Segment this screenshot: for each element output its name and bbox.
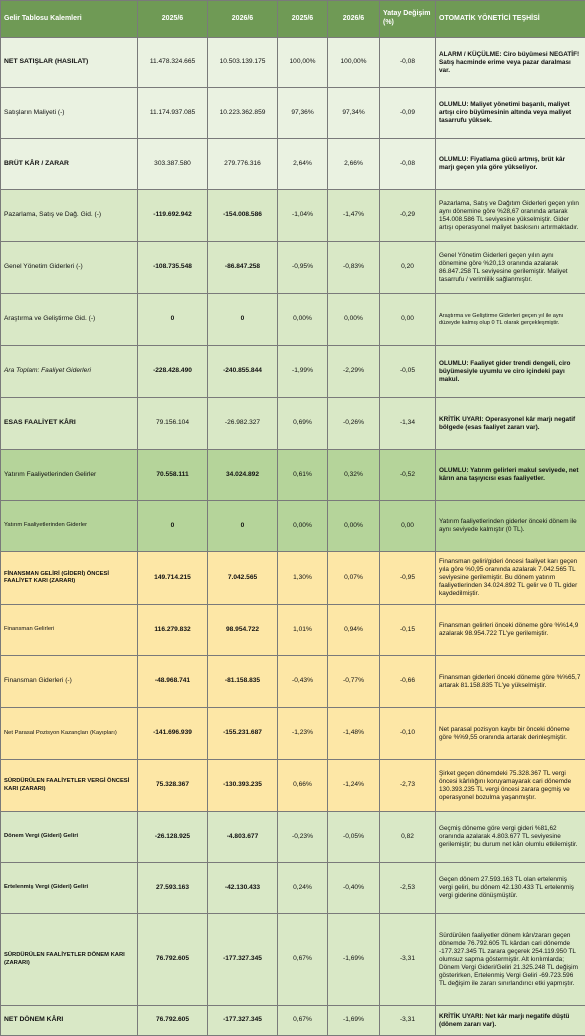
table-row	[1, 812, 585, 863]
table-row	[1, 501, 585, 552]
cell-ratio-2026: -1,47%	[328, 190, 380, 242]
table-row	[1, 760, 585, 812]
cell-ratio-2026: 0,32%	[328, 450, 380, 501]
table-row	[1, 242, 585, 294]
row-label: SÜRDÜRÜLEN FAALİYETLER VERGİ ÖNCESİ KARI (ZARARI)	[1, 760, 138, 812]
cell-value-2025: 116.279.832	[138, 605, 208, 656]
cell-value-2025: 27.593.163	[138, 863, 208, 914]
cell-value-2026: -154.008.586	[208, 190, 278, 242]
cell-value-2026: -26.982.327	[208, 398, 278, 450]
header-period-1: 2025/6	[138, 1, 208, 38]
cell-comment: Sürdürülen faaliyetler dönem kârı/zararı geçen dönemde 76.792.605 TL kârdan cari dönemde -177.327.345 TL zarara geçerek 254.119.950 TL olumsuz sapma göstermiştir. Alt kırılımlarda; Dönem Vergi Gideri/Geliri 21.325.248 TL değişim gösterirken, Ertelenmiş Vergi Geliri -69.723.596 TL değişim ile zararı sınırlandırıcı etki yapmıştır.	[436, 914, 585, 1006]
row-label: Ara Toplam: Faaliyet Giderleri	[1, 346, 138, 398]
cell-comment: Finansman gelirleri önceki döneme göre %%14,9 azalarak 98.954.722 TL'ye gerilemiştir.	[436, 605, 585, 656]
table-row	[1, 139, 585, 190]
cell-change: -0,15	[380, 605, 436, 656]
cell-change: -2,53	[380, 863, 436, 914]
cell-value-2025: -48.968.741	[138, 656, 208, 708]
cell-ratio-2025: 97,36%	[278, 88, 328, 139]
cell-ratio-2025: 2,64%	[278, 139, 328, 190]
cell-ratio-2026: 0,07%	[328, 552, 380, 605]
cell-change: 0,00	[380, 501, 436, 552]
cell-change: 0,82	[380, 812, 436, 863]
row-label: Araştırma ve Geliştirme Gid. (-)	[1, 294, 138, 346]
cell-value-2026: 98.954.722	[208, 605, 278, 656]
cell-comment: OLUMLU: Yatırım gelirleri makul seviyede, net kârın ana taşıyıcısı esas faaliyetler.	[436, 450, 585, 501]
cell-value-2025: -26.128.925	[138, 812, 208, 863]
cell-change: -0,10	[380, 708, 436, 760]
cell-value-2026: 279.776.316	[208, 139, 278, 190]
cell-ratio-2025: 1,01%	[278, 605, 328, 656]
table-row	[1, 398, 585, 450]
cell-ratio-2025: 0,24%	[278, 863, 328, 914]
cell-value-2026: -177.327.345	[208, 1006, 278, 1036]
cell-ratio-2026: -2,29%	[328, 346, 380, 398]
cell-ratio-2025: 0,00%	[278, 501, 328, 552]
cell-ratio-2026: -0,05%	[328, 812, 380, 863]
table-row	[1, 294, 585, 346]
table-row	[1, 914, 585, 1006]
cell-ratio-2025: -1,99%	[278, 346, 328, 398]
header-ratio-1: 2025/6	[278, 1, 328, 38]
cell-value-2026: -240.855.844	[208, 346, 278, 398]
cell-ratio-2026: -0,26%	[328, 398, 380, 450]
cell-ratio-2025: 1,30%	[278, 552, 328, 605]
cell-change: 0,20	[380, 242, 436, 294]
cell-ratio-2025: -1,23%	[278, 708, 328, 760]
table-row	[1, 450, 585, 501]
table-row	[1, 1006, 585, 1036]
row-label: NET SATIŞLAR (HASILAT)	[1, 38, 138, 88]
table-row	[1, 708, 585, 760]
cell-change: -0,52	[380, 450, 436, 501]
row-label: NET DÖNEM KÂRI	[1, 1006, 138, 1036]
cell-ratio-2026: -1,69%	[328, 914, 380, 1006]
cell-ratio-2026: 2,66%	[328, 139, 380, 190]
cell-change: -0,08	[380, 139, 436, 190]
cell-ratio-2025: -0,95%	[278, 242, 328, 294]
cell-value-2025: 76.792.605	[138, 1006, 208, 1036]
row-label: ESAS FAALİYET KÂRI	[1, 398, 138, 450]
cell-value-2026: -155.231.687	[208, 708, 278, 760]
cell-value-2025: 11.174.937.085	[138, 88, 208, 139]
table-row	[1, 605, 585, 656]
cell-ratio-2026: -1,48%	[328, 708, 380, 760]
cell-ratio-2026: 97,34%	[328, 88, 380, 139]
cell-ratio-2025: 0,67%	[278, 1006, 328, 1036]
cell-change: -3,31	[380, 914, 436, 1006]
header-comment: OTOMATİK YÖNETİCİ TEŞHİSİ	[436, 1, 585, 38]
cell-ratio-2026: 0,00%	[328, 501, 380, 552]
row-label: Ertelenmiş Vergi (Gideri) Geliri	[1, 863, 138, 914]
cell-ratio-2025: 100,00%	[278, 38, 328, 88]
cell-ratio-2025: -0,23%	[278, 812, 328, 863]
cell-comment: KRİTİK UYARI: Operasyonel kâr marjı negatif bölgede (esas faaliyet zararı var).	[436, 398, 585, 450]
row-label: Yatırım Faaliyetlerinden Gelirler	[1, 450, 138, 501]
cell-comment: Genel Yönetim Giderleri geçen yılın aynı dönemine göre %20,13 oranında azalarak 86.847.258 TL seviyesine gerilemiştir. Maliyet tasarrufu / verimlilik sağlanmıştır.	[436, 242, 585, 294]
cell-value-2025: -228.428.490	[138, 346, 208, 398]
cell-comment: Finansman giderleri önceki döneme göre %%65,7 artarak 81.158.835 TL'ye yükselmiştir.	[436, 656, 585, 708]
cell-value-2025: 0	[138, 501, 208, 552]
cell-ratio-2026: 0,94%	[328, 605, 380, 656]
cell-ratio-2025: 0,66%	[278, 760, 328, 812]
row-label: BRÜT KÂR / ZARAR	[1, 139, 138, 190]
cell-value-2026: -42.130.433	[208, 863, 278, 914]
cell-comment: Geçmiş döneme göre vergi gideri %81,62 oranında azalarak 4.803.677 TL seviyesine gerilemiştir; bu durum net kârı olumlu etkilemiştir.	[436, 812, 585, 863]
row-label: Yatırım Faaliyetlerinden Giderler	[1, 501, 138, 552]
table-row	[1, 190, 585, 242]
cell-comment: OLUMLU: Maliyet yönetimi başarılı, maliyet artışı ciro büyümesinin altında veya maliyet tasarrufu yüksek.	[436, 88, 585, 139]
cell-change: -0,09	[380, 88, 436, 139]
cell-comment: Pazarlama, Satış ve Dağıtım Giderleri geçen yılın aynı dönemine göre %28,67 oranında artarak 154.008.586 TL seviyesine yükselmiştir. Gider artışı operasyonel maliyet baskısını artırmaktadır.	[436, 190, 585, 242]
cell-change: -0,66	[380, 656, 436, 708]
row-label: SÜRDÜRÜLEN FAALİYETLER DÖNEM KARI (ZARARI)	[1, 914, 138, 1006]
cell-ratio-2025: 0,67%	[278, 914, 328, 1006]
cell-change: -0,08	[380, 38, 436, 88]
cell-value-2026: -4.803.677	[208, 812, 278, 863]
row-label: Net Parasal Pozisyon Kazançları (Kayıpları)	[1, 708, 138, 760]
row-label: Pazarlama, Satış ve Dağ. Gid. (-)	[1, 190, 138, 242]
cell-ratio-2026: -0,40%	[328, 863, 380, 914]
cell-ratio-2026: -0,77%	[328, 656, 380, 708]
cell-value-2025: 79.156.104	[138, 398, 208, 450]
header-row	[1, 1, 585, 38]
cell-value-2026: 0	[208, 294, 278, 346]
cell-ratio-2025: 0,69%	[278, 398, 328, 450]
cell-value-2026: 10.223.362.859	[208, 88, 278, 139]
table-row	[1, 88, 585, 139]
cell-value-2025: -119.692.942	[138, 190, 208, 242]
cell-value-2026: -177.327.345	[208, 914, 278, 1006]
cell-comment: OLUMLU: Fiyatlama gücü artmış, brüt kâr marjı geçen yıla göre yükseliyor.	[436, 139, 585, 190]
cell-value-2025: 70.558.111	[138, 450, 208, 501]
cell-change: 0,00	[380, 294, 436, 346]
header-ratio-2: 2026/6	[328, 1, 380, 38]
cell-ratio-2025: -0,43%	[278, 656, 328, 708]
table-row	[1, 346, 585, 398]
cell-change: -0,05	[380, 346, 436, 398]
cell-ratio-2025: -1,04%	[278, 190, 328, 242]
cell-comment: Yatırım faaliyetlerinden giderler önceki dönem ile aynı seviyede kalmıştır (0 TL).	[436, 501, 585, 552]
cell-value-2026: 10.503.139.175	[208, 38, 278, 88]
cell-value-2025: 149.714.215	[138, 552, 208, 605]
cell-value-2025: 0	[138, 294, 208, 346]
table-row	[1, 552, 585, 605]
row-label: Genel Yönetim Giderleri (-)	[1, 242, 138, 294]
cell-value-2025: 76.792.605	[138, 914, 208, 1006]
table-row	[1, 38, 585, 88]
cell-comment: Geçen dönem 27.593.163 TL olan ertelenmiş vergi geliri, bu dönem 42.130.433 TL ertelenmiş vergi giderine dönüşmüştür.	[436, 863, 585, 914]
cell-ratio-2026: -0,83%	[328, 242, 380, 294]
header-horizontal-change: Yatay Değişim (%)	[380, 1, 436, 38]
cell-comment: Net parasal pozisyon kaybı bir önceki döneme göre %%9,55 oranında artarak derinleşmiştir.	[436, 708, 585, 760]
cell-ratio-2026: -1,24%	[328, 760, 380, 812]
cell-change: -0,95	[380, 552, 436, 605]
cell-ratio-2025: 0,61%	[278, 450, 328, 501]
cell-comment: KRİTİK UYARI: Net kâr marjı negatife düştü (dönem zararı var).	[436, 1006, 585, 1036]
cell-value-2026: -81.158.835	[208, 656, 278, 708]
cell-comment: Şirket geçen dönemdeki 75.328.367 TL vergi öncesi kârlılığını koruyamayarak cari dönemde 130.393.235 TL vergi öncesi zarara geçmiş ve operasyonel bozulma yaşanmıştır.	[436, 760, 585, 812]
cell-value-2025: 75.328.367	[138, 760, 208, 812]
row-label: Dönem Vergi (Gideri) Geliri	[1, 812, 138, 863]
cell-value-2026: 0	[208, 501, 278, 552]
table-row	[1, 863, 585, 914]
cell-value-2026: -130.393.235	[208, 760, 278, 812]
cell-comment: ALARM / KÜÇÜLME: Ciro büyümesi NEGATİF! Satış hacminde erime veya pazar daralması var.	[436, 38, 585, 88]
cell-value-2025: -108.735.548	[138, 242, 208, 294]
cell-value-2025: 303.387.580	[138, 139, 208, 190]
cell-value-2026: 34.024.892	[208, 450, 278, 501]
cell-comment: Araştırma ve Geliştirme Giderleri geçen yıl ile aynı düzeyde kalmış olup 0 TL olarak gerçekleşmiştir.	[436, 294, 585, 346]
row-label: FİNANSMAN GELİRİ (GİDERİ) ÖNCESİ FAALİYET KARI (ZARARI)	[1, 552, 138, 605]
row-label: Finansman Gelirleri	[1, 605, 138, 656]
cell-value-2025: 11.478.324.665	[138, 38, 208, 88]
cell-ratio-2026: 0,00%	[328, 294, 380, 346]
cell-change: -0,29	[380, 190, 436, 242]
cell-comment: OLUMLU: Faaliyet gider trendi dengeli, ciro büyümesiyle uyumlu ve ciro içindeki payı makul.	[436, 346, 585, 398]
row-label: Finansman Giderleri (-)	[1, 656, 138, 708]
row-label: Satışların Maliyeti (-)	[1, 88, 138, 139]
cell-ratio-2025: 0,00%	[278, 294, 328, 346]
header-period-2: 2026/6	[208, 1, 278, 38]
cell-value-2025: -141.696.939	[138, 708, 208, 760]
cell-ratio-2026: -1,69%	[328, 1006, 380, 1036]
cell-ratio-2026: 100,00%	[328, 38, 380, 88]
table-row	[1, 656, 585, 708]
header-item-label: Gelir Tablosu Kalemleri	[1, 1, 138, 38]
cell-change: -3,31	[380, 1006, 436, 1036]
cell-value-2026: -86.847.258	[208, 242, 278, 294]
cell-change: -1,34	[380, 398, 436, 450]
cell-comment: Finansman geliri/gideri öncesi faaliyet karı geçen yıla göre %0,95 oranında azalarak 7.042.565 TL seviyesine gerilemiştir. Bu dönem yatırım faaliyetlerinden 34.024.892 TL gelir ve 0 TL gider kaydedilmiştir.	[436, 552, 585, 605]
cell-value-2026: 7.042.565	[208, 552, 278, 605]
cell-change: -2,73	[380, 760, 436, 812]
